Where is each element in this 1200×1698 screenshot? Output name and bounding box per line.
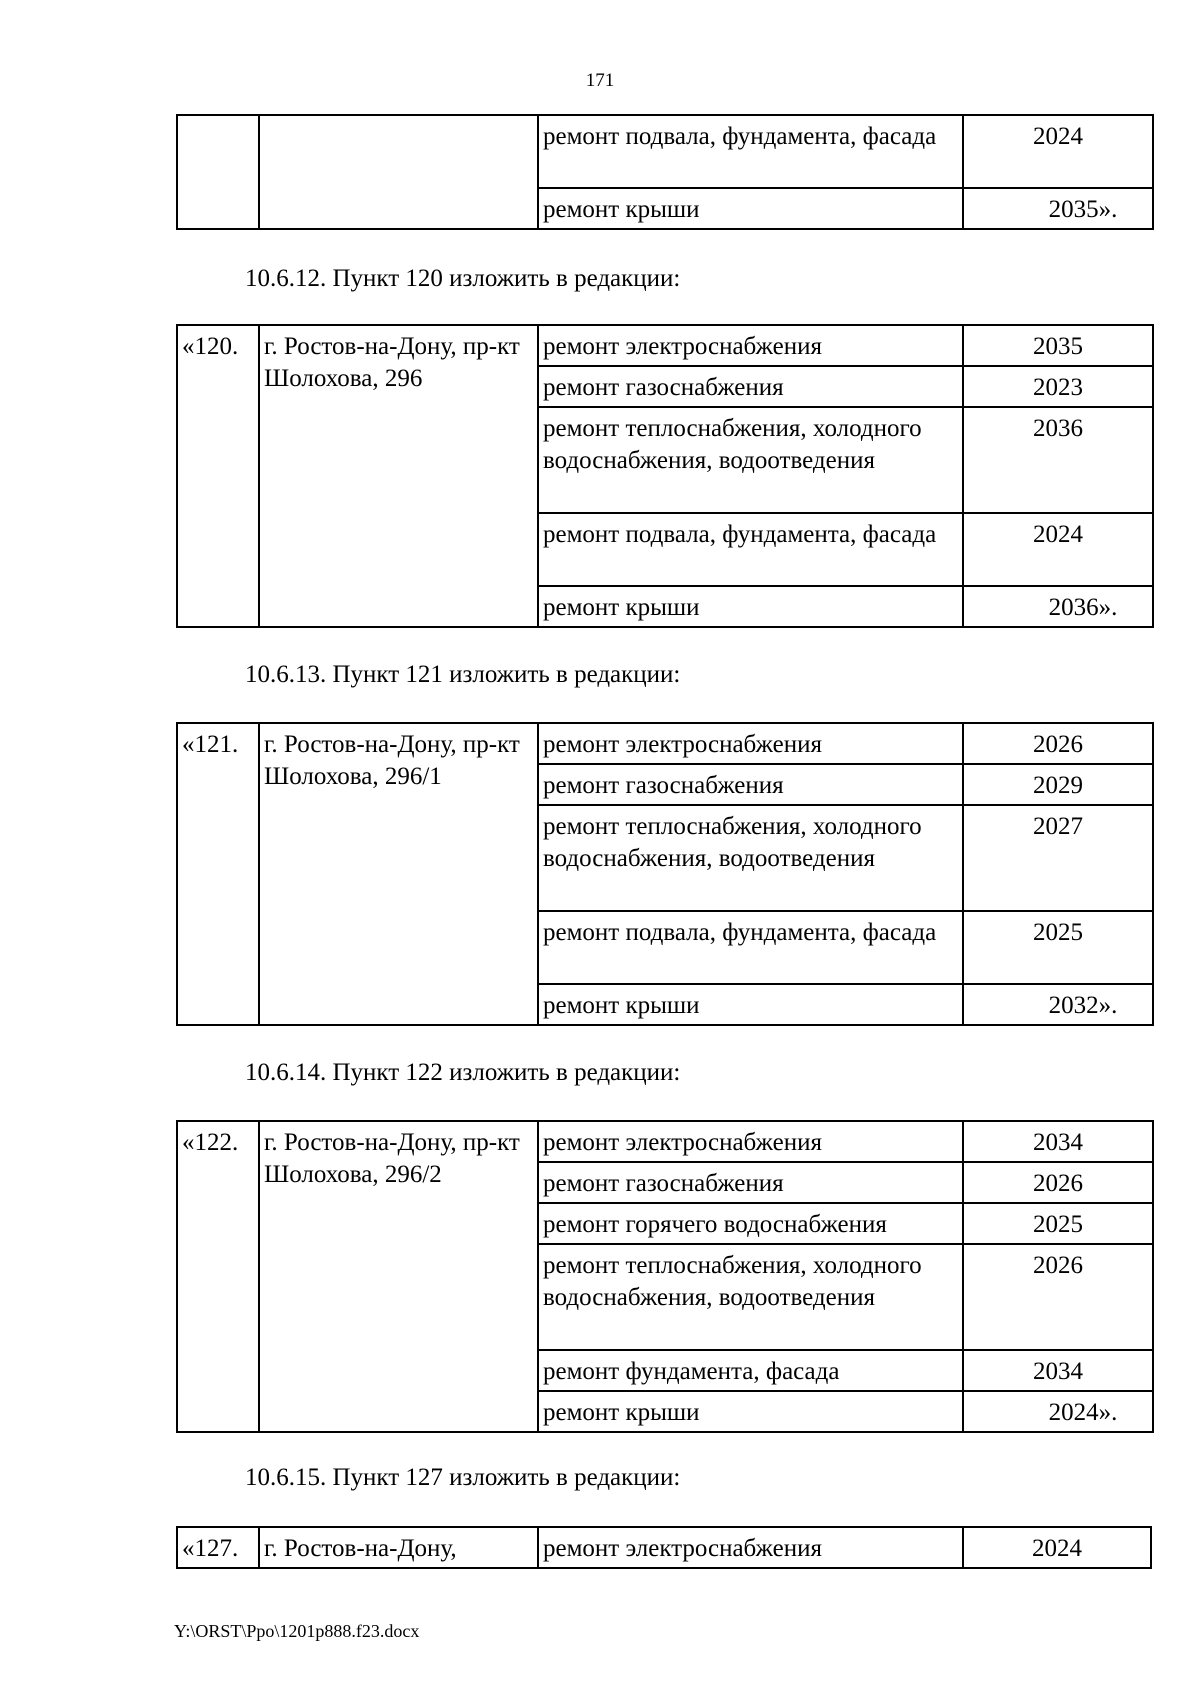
year-value: 2025 [1033, 1211, 1083, 1238]
repair-table [176, 1526, 1152, 1569]
repair-table [176, 1120, 1154, 1433]
year-value: 2034 [1033, 1129, 1083, 1156]
year-cell [963, 1121, 1153, 1162]
year-value: 2034 [1033, 1358, 1083, 1385]
year-value: 2026 [1033, 731, 1083, 758]
item-number-cell: «122. [177, 1121, 259, 1432]
page-number: 171 [585, 70, 615, 91]
item-number-cell [177, 115, 259, 229]
table-row [177, 1527, 1151, 1568]
item-number-cell: «127. [177, 1527, 259, 1568]
year-cell [963, 1244, 1153, 1350]
repair-table [176, 324, 1154, 628]
work-type-cell: ремонт теплоснабжения, холодного водоснабжения, водоотведения [538, 1244, 963, 1350]
address-cell: г. Ростов-на-Дону, пр-кт Шолохова, 296/2 [259, 1121, 538, 1432]
year-cell [963, 513, 1153, 586]
work-type-cell: ремонт теплоснабжения, холодного водоснабжения, водоотведения [538, 407, 963, 513]
year-cell [963, 1391, 1153, 1432]
year-cell [963, 366, 1153, 407]
year-value: 2026 [1033, 1252, 1083, 1279]
work-type-cell: ремонт подвала, фундамента, фасада [538, 115, 963, 188]
year-value: 2024 [1032, 1535, 1082, 1562]
year-cell [963, 586, 1153, 627]
work-type-cell: ремонт электроснабжения [538, 1121, 963, 1162]
year-value: 2024 [1033, 521, 1083, 548]
year-cell [963, 723, 1153, 764]
year-value: 2024 [1033, 123, 1083, 150]
year-value: 2026 [1033, 1170, 1083, 1197]
section-heading: 10.6.13. Пункт 121 изложить в редакции: [245, 661, 681, 688]
year-cell [963, 911, 1153, 984]
address-cell: г. Ростов-на-Дону, [259, 1527, 538, 1568]
item-number-cell: «120. [177, 325, 259, 627]
work-type-cell: ремонт крыши [538, 188, 963, 229]
table-row [177, 723, 1153, 764]
repair-table [176, 722, 1154, 1026]
year-value: 2023 [1033, 374, 1083, 401]
table-row [177, 1121, 1153, 1162]
work-type-cell: ремонт подвала, фундамента, фасада [538, 513, 963, 586]
address-cell [259, 115, 538, 229]
section-heading: 10.6.14. Пункт 122 изложить в редакции: [245, 1059, 681, 1086]
work-type-cell: ремонт теплоснабжения, холодного водоснабжения, водоотведения [538, 805, 963, 911]
year-cell [963, 325, 1153, 366]
year-cell [963, 1203, 1153, 1244]
year-value: 2024». [1048, 1399, 1118, 1426]
repair-table [176, 114, 1154, 230]
year-value: 2032». [1048, 992, 1118, 1019]
year-cell [963, 805, 1153, 911]
table-row [177, 325, 1153, 366]
address-cell: г. Ростов-на-Дону, пр-кт Шолохова, 296 [259, 325, 538, 627]
year-value: 2025 [1033, 919, 1083, 946]
year-cell [963, 115, 1153, 188]
year-cell [963, 1350, 1153, 1391]
year-value: 2035 [1033, 333, 1083, 360]
file-path-footer: Y:\ORST\Ppo\1201p888.f23.docx [174, 1621, 420, 1641]
year-value: 2036». [1048, 594, 1118, 621]
year-cell [963, 188, 1153, 229]
year-value: 2027 [1033, 813, 1083, 840]
work-type-cell: ремонт крыши [538, 586, 963, 627]
address-cell: г. Ростов-на-Дону, пр-кт Шолохова, 296/1 [259, 723, 538, 1025]
year-cell [963, 984, 1153, 1025]
work-type-cell: ремонт газоснабжения [538, 366, 963, 407]
item-number-cell: «121. [177, 723, 259, 1025]
work-type-cell: ремонт электроснабжения [538, 723, 963, 764]
section-heading: 10.6.12. Пункт 120 изложить в редакции: [245, 265, 681, 292]
work-type-cell: ремонт подвала, фундамента, фасада [538, 911, 963, 984]
work-type-cell: ремонт электроснабжения [538, 1527, 963, 1568]
section-heading: 10.6.15. Пункт 127 изложить в редакции: [245, 1464, 681, 1491]
work-type-cell: ремонт горячего водоснабжения [538, 1203, 963, 1244]
year-value: 2035». [1048, 196, 1118, 223]
year-cell [963, 407, 1153, 513]
year-cell [963, 764, 1153, 805]
work-type-cell: ремонт газоснабжения [538, 1162, 963, 1203]
year-value: 2036 [1033, 415, 1083, 442]
year-cell [963, 1162, 1153, 1203]
work-type-cell: ремонт электроснабжения [538, 325, 963, 366]
work-type-cell: ремонт фундамента, фасада [538, 1350, 963, 1391]
table-row [177, 115, 1153, 188]
work-type-cell: ремонт крыши [538, 1391, 963, 1432]
year-value: 2029 [1033, 772, 1083, 799]
year-cell [963, 1527, 1151, 1568]
work-type-cell: ремонт газоснабжения [538, 764, 963, 805]
work-type-cell: ремонт крыши [538, 984, 963, 1025]
